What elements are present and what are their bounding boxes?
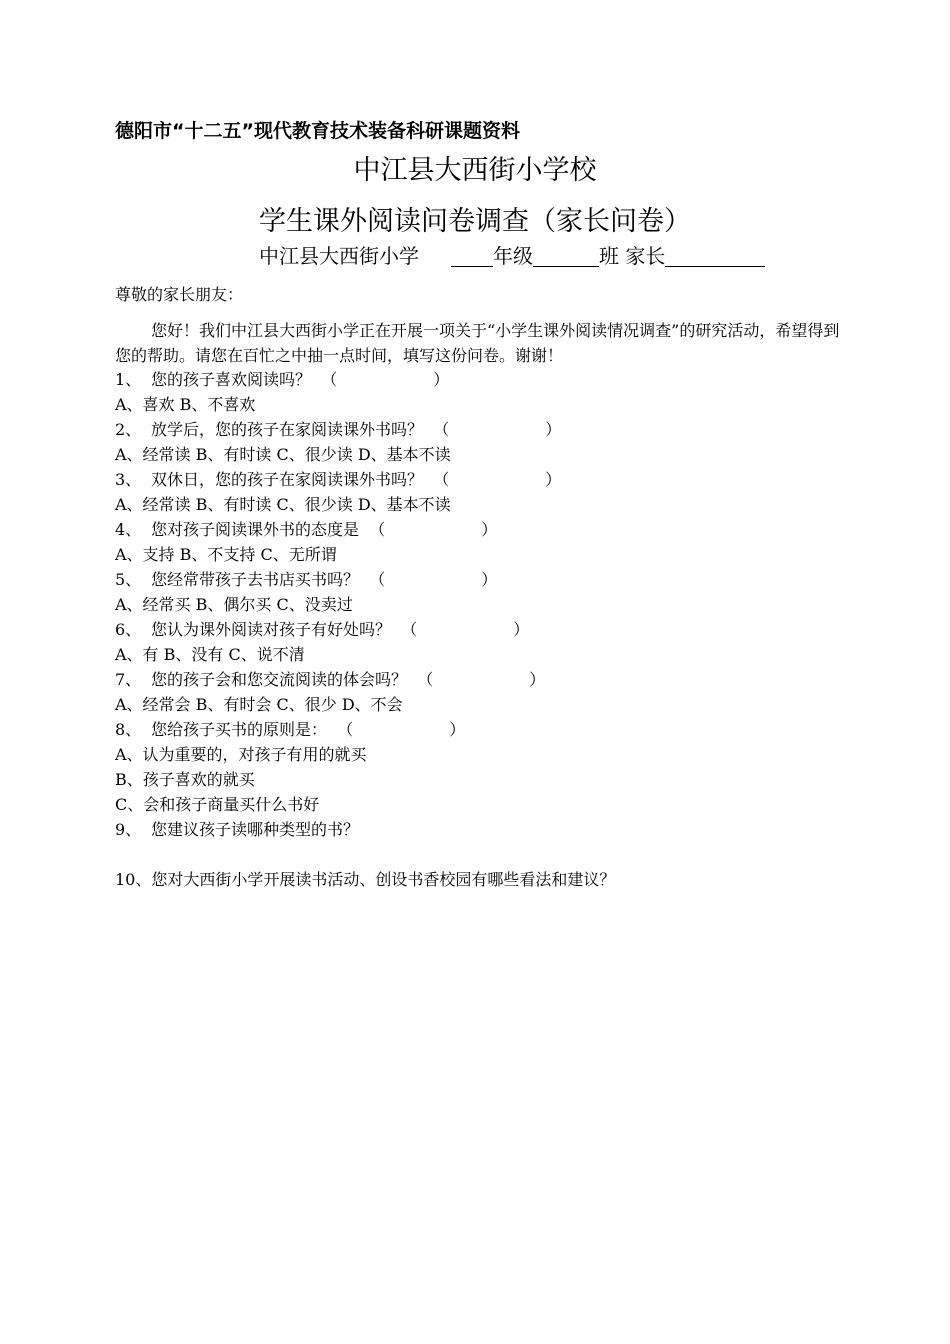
project-header: 德阳市“十二五”现代教育技术装备科研课题资料 — [115, 120, 520, 142]
question-text: 您的孩子会和您交流阅读的体会吗？ — [151, 670, 408, 689]
question-6 — [115, 617, 875, 642]
parent-name-blank[interactable] — [665, 246, 765, 267]
options-4: A、支持 B、不支持 C、无所谓 — [115, 545, 337, 564]
question-text: 您的孩子喜欢阅读吗？ — [151, 370, 312, 389]
question-number: 10、 — [115, 870, 152, 889]
question-number: 7、 — [115, 670, 142, 689]
question-number: 6、 — [115, 620, 142, 639]
answer-blank[interactable]: （ ） — [369, 520, 498, 539]
question-text: 您给孩子买书的原则是： — [151, 720, 328, 739]
options-8-a: A、认为重要的，对孩子有用的就买 — [115, 745, 367, 764]
class-label: 班 — [599, 244, 619, 268]
intro-paragraph: 您好！我们中江县大西街小学正在开展一项关于“小学生课外阅读情况调查”的研究活动，希望得到您的帮助。请您在百忙之中抽一点时间，填写这份问卷。谢谢！ — [115, 321, 840, 365]
answer-blank[interactable]: （ ） — [401, 620, 530, 639]
question-5 — [115, 567, 875, 592]
question-text: 双休日，您的孩子在家阅读课外书吗？ — [151, 470, 424, 489]
question-text: 您建议孩子读哪种类型的书？ — [151, 820, 360, 839]
question-number: 8、 — [115, 720, 142, 739]
question-10 — [115, 867, 875, 892]
question-list — [115, 367, 875, 892]
survey-title: 学生课外阅读问卷调查（家长问卷） — [259, 206, 691, 237]
question-3 — [115, 467, 875, 492]
answer-blank[interactable]: （ ） — [337, 720, 466, 739]
school-name: 中江县大西街小学 — [259, 244, 419, 268]
greeting: 尊敬的家长朋友： — [115, 285, 244, 304]
options-1: A、喜欢 B、不喜欢 — [115, 395, 256, 414]
question-1 — [115, 367, 875, 392]
grade-blank[interactable] — [451, 246, 493, 267]
question-text: 您对孩子阅读课外书的态度是 — [151, 520, 360, 539]
answer-blank[interactable]: （ ） — [433, 420, 562, 439]
answer-blank[interactable]: （ ） — [369, 570, 498, 589]
question-number: 1、 — [115, 370, 142, 389]
question-text: 放学后，您的孩子在家阅读课外书吗？ — [151, 420, 424, 439]
respondent-info-line — [259, 240, 765, 269]
options-5: A、经常买 B、偶尔买 C、没卖过 — [115, 595, 353, 614]
options-8-c: C、会和孩子商量买什么书好 — [115, 795, 320, 814]
question-2 — [115, 417, 875, 442]
options-6: A、有 B、没有 C、说不清 — [115, 645, 305, 664]
question-number: 3、 — [115, 470, 142, 489]
answer-blank[interactable]: （ ） — [321, 370, 450, 389]
parent-label: 家长 — [625, 244, 666, 268]
answer-blank[interactable]: （ ） — [417, 670, 546, 689]
school-title: 中江县大西街小学校 — [353, 155, 597, 186]
question-9 — [115, 817, 875, 842]
question-number: 9、 — [115, 820, 142, 839]
answer-blank[interactable]: （ ） — [433, 470, 562, 489]
question-text: 您认为课外阅读对孩子有好处吗？ — [151, 620, 392, 639]
question-number: 2、 — [115, 420, 142, 439]
question-8 — [115, 717, 875, 742]
options-3: A、经常读 B、有时读 C、很少读 D、基本不读 — [115, 495, 451, 514]
question-4 — [115, 517, 875, 542]
question-text: 您经常带孩子去书店买书吗？ — [151, 570, 360, 589]
question-number: 5、 — [115, 570, 142, 589]
question-number: 4、 — [115, 520, 142, 539]
options-2: A、经常读 B、有时读 C、很少读 D、基本不读 — [115, 445, 451, 464]
question-text: 您对大西街小学开展读书活动、创设书香校园有哪些看法和建议？ — [151, 870, 616, 889]
options-8-b: B、孩子喜欢的就买 — [115, 770, 255, 789]
options-7: A、经常会 B、有时会 C、很少 D、不会 — [115, 695, 403, 714]
grade-label: 年级 — [493, 244, 533, 268]
question-7 — [115, 667, 875, 692]
class-blank[interactable] — [533, 246, 599, 267]
